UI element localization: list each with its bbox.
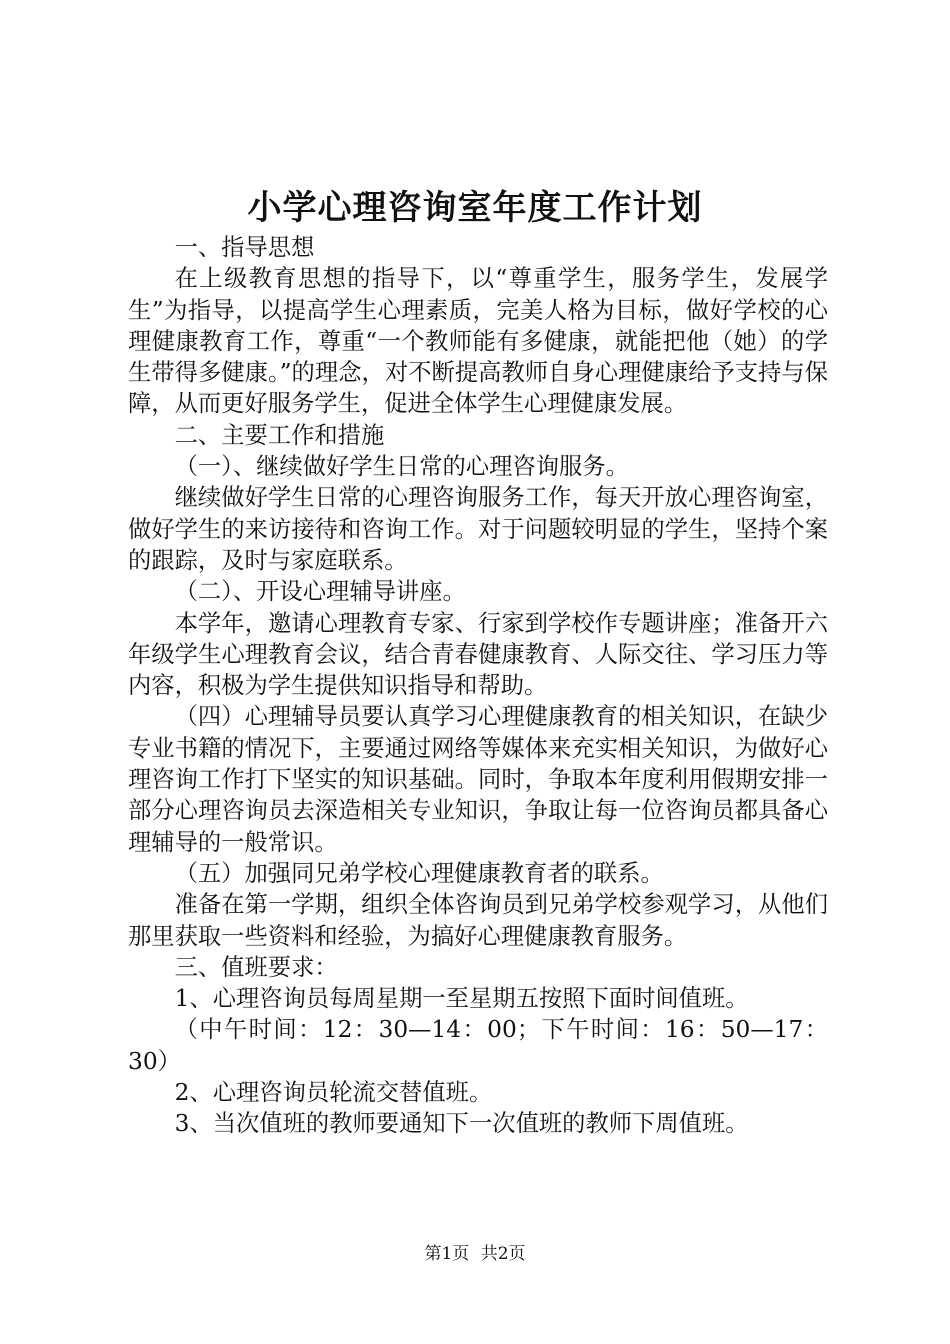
page-number: 第1页 xyxy=(424,1244,470,1264)
section-heading-duty: 三、值班要求： xyxy=(174,953,338,981)
paragraph-guiding-thought: 在上级教育思想的指导下，以“尊重学生，服务学生，发展学生”为指导，以提高学生心理素质，完美人格为目标，做好学校的心理健康教育工作，尊重“一个教师能有多健康，就能把他（她）的学生带得多健康。”的理念，对不断提高教师自身心理健康给予支持与保障，从而更好服务学生，促进全体学生心理健康发展。 xyxy=(128,265,828,418)
paragraph-lectures: 本学年，邀请心理教育专家、行家到学校作专题讲座；准备开六年级学生心理教育会议，结合青春健康教育、人际交往、学习压力等内容，积极为学生提供知识指导和帮助。 xyxy=(128,609,828,700)
paragraph-counselor-study: （四）心理辅导员要认真学习心理健康教育的相关知识，在缺少专业书籍的情况下，主要通过网络等媒体来充实相关知识，为做好心理咨询工作打下坚实的知识基础。同时，争取本年度利用假期安排一部分心理咨询员去深造相关专业知识，争取让每一位咨询员都具备心理辅导的一般常识。 xyxy=(128,703,828,856)
section-heading-main-work: 二、主要工作和措施 xyxy=(174,421,385,449)
paragraph-counseling-service: 继续做好学生日常的心理咨询服务工作，每天开放心理咨询室，做好学生的来访接待和咨询工作。对于问题较明显的学生，坚持个案的跟踪，及时与家庭联系。 xyxy=(128,484,828,574)
document-title: 小学心理咨询室年度工作计划 xyxy=(247,188,703,228)
subheading-school-exchange: （五）加强同兄弟学校心理健康教育者的联系。 xyxy=(174,859,664,887)
list-item-duty-2: 2、心理咨询员轮流交替值班。 xyxy=(174,1079,493,1107)
subheading-counseling-service: （一）、继续做好学生日常的心理咨询服务。 xyxy=(174,453,629,481)
page-total: 共2页 xyxy=(480,1244,526,1264)
list-item-duty-3: 3、当次值班的教师要通知下一次值班的教师下周值班。 xyxy=(174,1110,749,1138)
list-item-duty-1: 1、心理咨询员每周星期一至星期五按照下面时间值班。 xyxy=(174,985,749,1013)
section-heading-guiding-thought: 一、指导思想 xyxy=(174,234,315,261)
page-footer xyxy=(0,1242,950,1266)
list-item-duty-hours: （中午时间：12：30—14：00；下午时间：16：50—17：30） xyxy=(128,1016,828,1075)
subheading-lectures: （二）、开设心理辅导讲座。 xyxy=(174,578,466,606)
document-body xyxy=(128,232,828,1140)
paragraph-school-exchange: 准备在第一学期，组织全体咨询员到兄弟学校参观学习，从他们那里获取一些资料和经验，为搞好心理健康教育服务。 xyxy=(128,891,828,950)
